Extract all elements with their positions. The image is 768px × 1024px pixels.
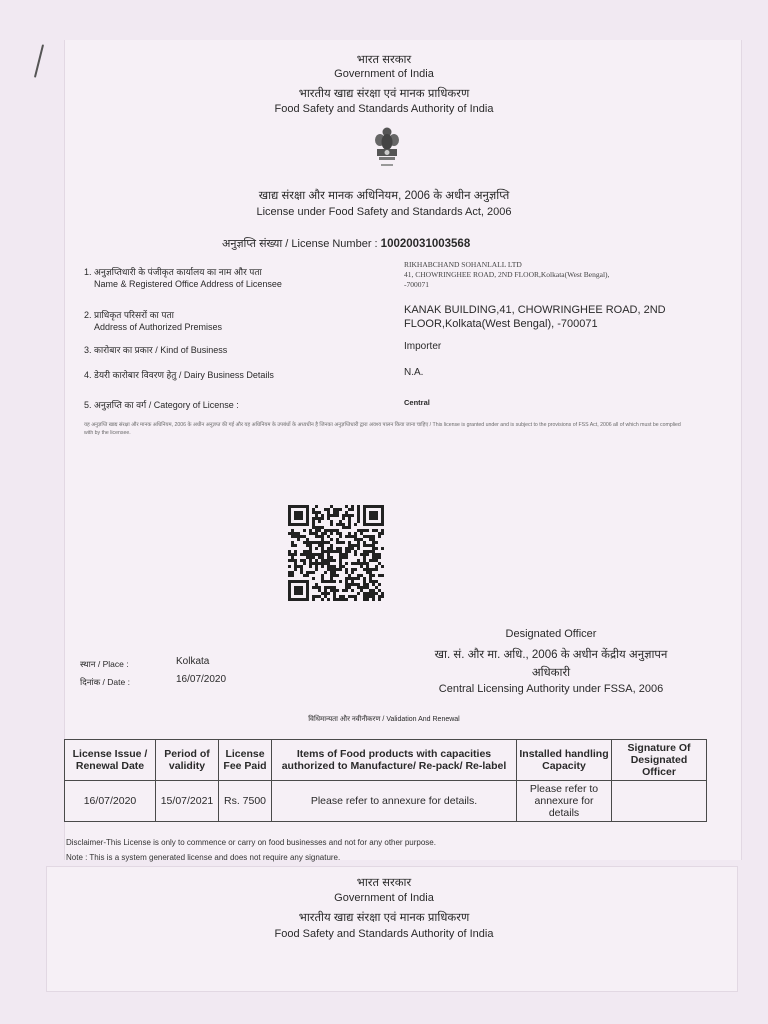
- col-signature: Signature Of Designated Officer: [612, 740, 707, 781]
- items-cell: Please refer to annexure for details.: [272, 781, 517, 822]
- signature-cell: [612, 781, 707, 822]
- act-title-hindi: खाद्य संरक्षा और मानक अधिनियम, 2006 के अधीन अनुज्ञप्ति: [258, 190, 510, 202]
- premises-address-line-1: KANAK BUILDING,41, CHOWRINGHEE ROAD, 2ND: [404, 304, 666, 316]
- licensee-address: [404, 260, 609, 290]
- place-label: स्थान / Place :: [80, 659, 129, 669]
- license-number-value: 10020031003568: [380, 238, 471, 250]
- licensee-address-line: 41, CHOWRINGHEE ROAD, 2ND FLOOR,Kolkata(West Bengal),: [404, 270, 610, 279]
- officer-title: Designated Officer: [505, 628, 597, 640]
- footer-government: Government of India: [334, 892, 434, 904]
- issue-date-cell: 16/07/2020: [65, 781, 156, 822]
- date-value: 16/07/2020: [176, 674, 227, 685]
- table-row: [65, 781, 707, 822]
- field-2-label-english: Address of Authorized Premises: [94, 322, 223, 332]
- field-5-label: 5. अनुज्ञप्ति का वर्ग / Category of License :: [84, 400, 239, 410]
- system-note: Note : This is a system generated license and does not require any signature.: [66, 853, 341, 862]
- field-3-label: 3. कारोबार का प्रकार / Kind of Business: [84, 345, 228, 355]
- col-issue-date: License Issue / Renewal Date: [65, 740, 156, 781]
- field-2-label: [84, 309, 222, 333]
- field-1-label-english: Name & Registered Office Address of Licensee: [94, 279, 282, 289]
- premises-address-line-2: FLOOR,Kolkata(West Bengal), -700071: [404, 318, 598, 330]
- field-4-label: 4. डेयरी कारोबार विवरण हेतु / Dairy Business Details: [84, 370, 274, 380]
- header-hindi-fssai: भारतीय खाद्य संरक्षा एवं मानक प्राधिकरण: [298, 88, 470, 100]
- table-header-row: [65, 740, 707, 781]
- footer-hindi-fssai: भारतीय खाद्य संरक्षा एवं मानक प्राधिकरण: [298, 912, 470, 924]
- category-value: Central: [404, 398, 430, 407]
- footer-hindi-government: भारत सरकार: [356, 877, 412, 889]
- officer-hindi-line-2: अधिकारी: [531, 667, 571, 679]
- fee-cell: Rs. 7500: [219, 781, 272, 822]
- premises-address: [404, 303, 666, 331]
- dairy-business-value: N.A.: [404, 367, 424, 378]
- validity-cell: 15/07/2021: [156, 781, 219, 822]
- qr-code: [288, 505, 384, 601]
- header-fssai: Food Safety and Standards Authority of India: [274, 103, 494, 115]
- disclaimer: Disclaimer-This License is only to commence or carry on food businesses and not for any other purpose.: [66, 838, 436, 847]
- col-items: Items of Food products with capacities authorized to Manufacture/ Re-pack/ Re-label: [272, 740, 517, 781]
- footer-fssai: Food Safety and Standards Authority of India: [274, 928, 494, 940]
- kind-of-business-value: Importer: [404, 341, 442, 352]
- header-hindi-government: भारत सरकार: [356, 54, 412, 66]
- validation-title: विधिमान्यता और नवीनीकरण / Validation And Renewal: [308, 716, 460, 723]
- page-sheet: [64, 40, 742, 860]
- license-number-label: अनुज्ञप्ति संख्या / License Number :: [222, 238, 378, 250]
- capacity-cell: Please refer to annexure for details: [517, 781, 612, 822]
- licensee-name: RIKHABCHAND SOHANLALL LTD: [404, 260, 522, 269]
- header-government: Government of India: [334, 68, 434, 80]
- field-1-label: [84, 266, 282, 290]
- licensee-pincode: -700071: [404, 280, 429, 289]
- field-2-label-hindi: 2. प्राधिकृत परिसरों का पता: [84, 310, 174, 320]
- date-label: दिनांक / Date :: [80, 677, 130, 687]
- validation-table: [64, 739, 707, 822]
- officer-authority: Central Licensing Authority under FSSA, 2006: [438, 683, 664, 695]
- license-terms-smallprint: यह अनुज्ञप्ति खाद्य संरक्षा और मानक अधिनियम, 2006 के अधीन अनुज्ञप्त की गई और यह अधिनियम के उपबंधों के अध्यधीन है जिनका अनुज्ञप्तिधारी द्वारा अवश्य पालन किया जाना चाहिए / This license is granted under and is subject to the provisions of FSS Act, 2006 all of which must be complied with by the licensee.: [84, 422, 681, 436]
- act-title: License under Food Safety and Standards Act, 2006: [256, 206, 512, 218]
- col-fee: License Fee Paid: [219, 740, 272, 781]
- national-emblem-icon: [372, 126, 402, 174]
- col-validity: Period of validity: [156, 740, 219, 781]
- field-1-label-hindi: 1. अनुज्ञप्तिधारी के पंजीकृत कार्यालय का नाम और पता: [84, 267, 262, 277]
- license-number-line: [222, 236, 470, 251]
- col-capacity: Installed handling Capacity: [517, 740, 612, 781]
- officer-hindi-line-1: खा. सं. और मा. अधि., 2006 के अधीन केंद्रीय अनुज्ञापन: [434, 649, 668, 661]
- place-value: Kolkata: [176, 656, 210, 667]
